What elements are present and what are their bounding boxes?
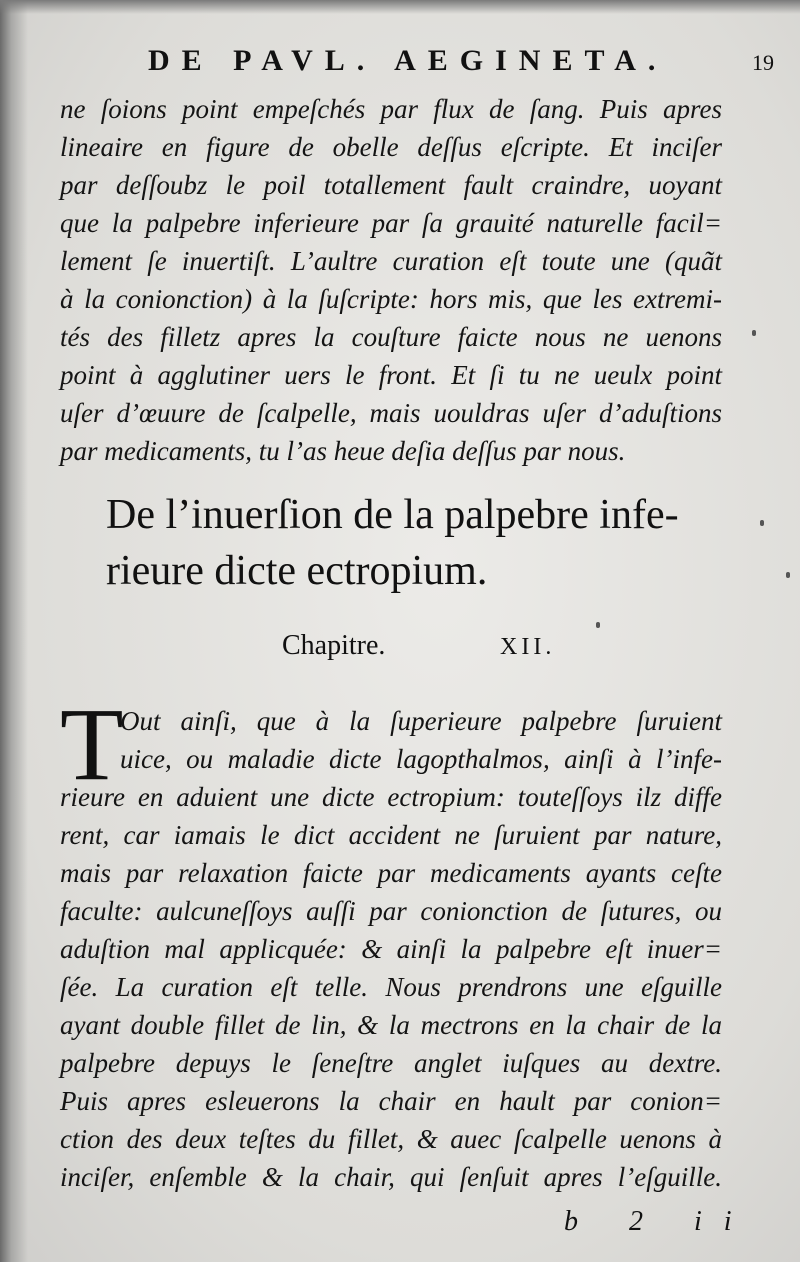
text-line: tés des filletz apres la couſture faicte nous ne uenons [60,322,722,352]
ink-speck [786,572,790,578]
top-edge-shadow [0,0,800,14]
text-line: ſée. La curation eſt telle. Nous prendrons une eſguille [60,972,722,1002]
text-line: Out ainſi, que à la ſuperieure palpebre ſuruient [120,706,722,736]
heading-line: De l’inuerſion de la palpebre infe- [106,492,679,538]
text-line: palpebre depuys le ſeneſtre anglet iuſques au dextre. [60,1048,722,1078]
text-line: par medicaments, tu l’as heue deſia deſſus par nous. [60,436,626,466]
text-line: point à agglutiner uers le front. Et ſi tu ne ueulx point [60,360,722,390]
chapter-label: Chapitre. [282,630,386,661]
signature-mark: b 2 ii [564,1206,754,1237]
text-line: faculte: aulcuneſſoys auſſi par conionction de ſutures, ou [60,896,722,926]
running-head: DE PAVL. AEGINETA. [148,44,668,77]
text-line: Puis apres esleuerons la chair en hault par conion= [60,1086,722,1116]
text-line: mais par relaxation faicte par medicaments ayants ceſte [60,858,722,888]
text-line: lineaire en figure de obelle deſſus eſcripte. Et inciſer [60,132,722,162]
text-line: ction des deux teſtes du fillet, & auec ſcalpelle uenons à [60,1124,722,1154]
heading-line: rieure dicte ectropium. [106,548,488,594]
text-line: inciſer, enſemble & la chair, qui ſenſuit apres l’eſguille. [60,1162,722,1192]
section-heading [106,487,746,599]
text-line: aduſtion mal applicquée: & ainſi la palpebre eſt inuer= [60,934,722,964]
text-line: à la conionction) à la ſuſcripte: hors mis, que les extremi- [60,284,722,314]
page-number: 19 [752,50,774,75]
ink-speck [760,520,764,526]
text-line: lement ſe inuertiſt. L’aultre curation eſt toute une (quãt [60,246,722,276]
text-line: que la palpebre inferieure par ſa grauité naturelle facil= [60,208,722,238]
ink-speck [752,330,756,336]
text-line: uſer d’œuure de ſcalpelle, mais uouldras uſer d’aduſtions [60,398,722,428]
drop-cap: T [60,687,124,802]
text-line: par deſſoubz le poil totallement fault craindre, uoyant [60,170,722,200]
paragraph-1 [60,90,722,470]
text-line: rieure en aduient une dicte ectropium: touteſſoys ilz diffe [60,782,722,812]
text-line: ne ſoions point empeſchés par flux de ſang. Puis apres [60,94,722,124]
chapter-number: XII. [500,634,556,660]
ink-speck [596,622,600,628]
gutter-shadow [0,0,28,1262]
paragraph-2 [60,702,722,1196]
text-line: rent, car iamais le dict accident ne ſuruient par nature, [60,820,722,850]
text-line: uice, ou maladie dicte lagopthalmos, ainſi à l’infe- [120,744,722,774]
text-line: ayant double fillet de lin, & la mectrons en la chair de la [60,1010,722,1040]
